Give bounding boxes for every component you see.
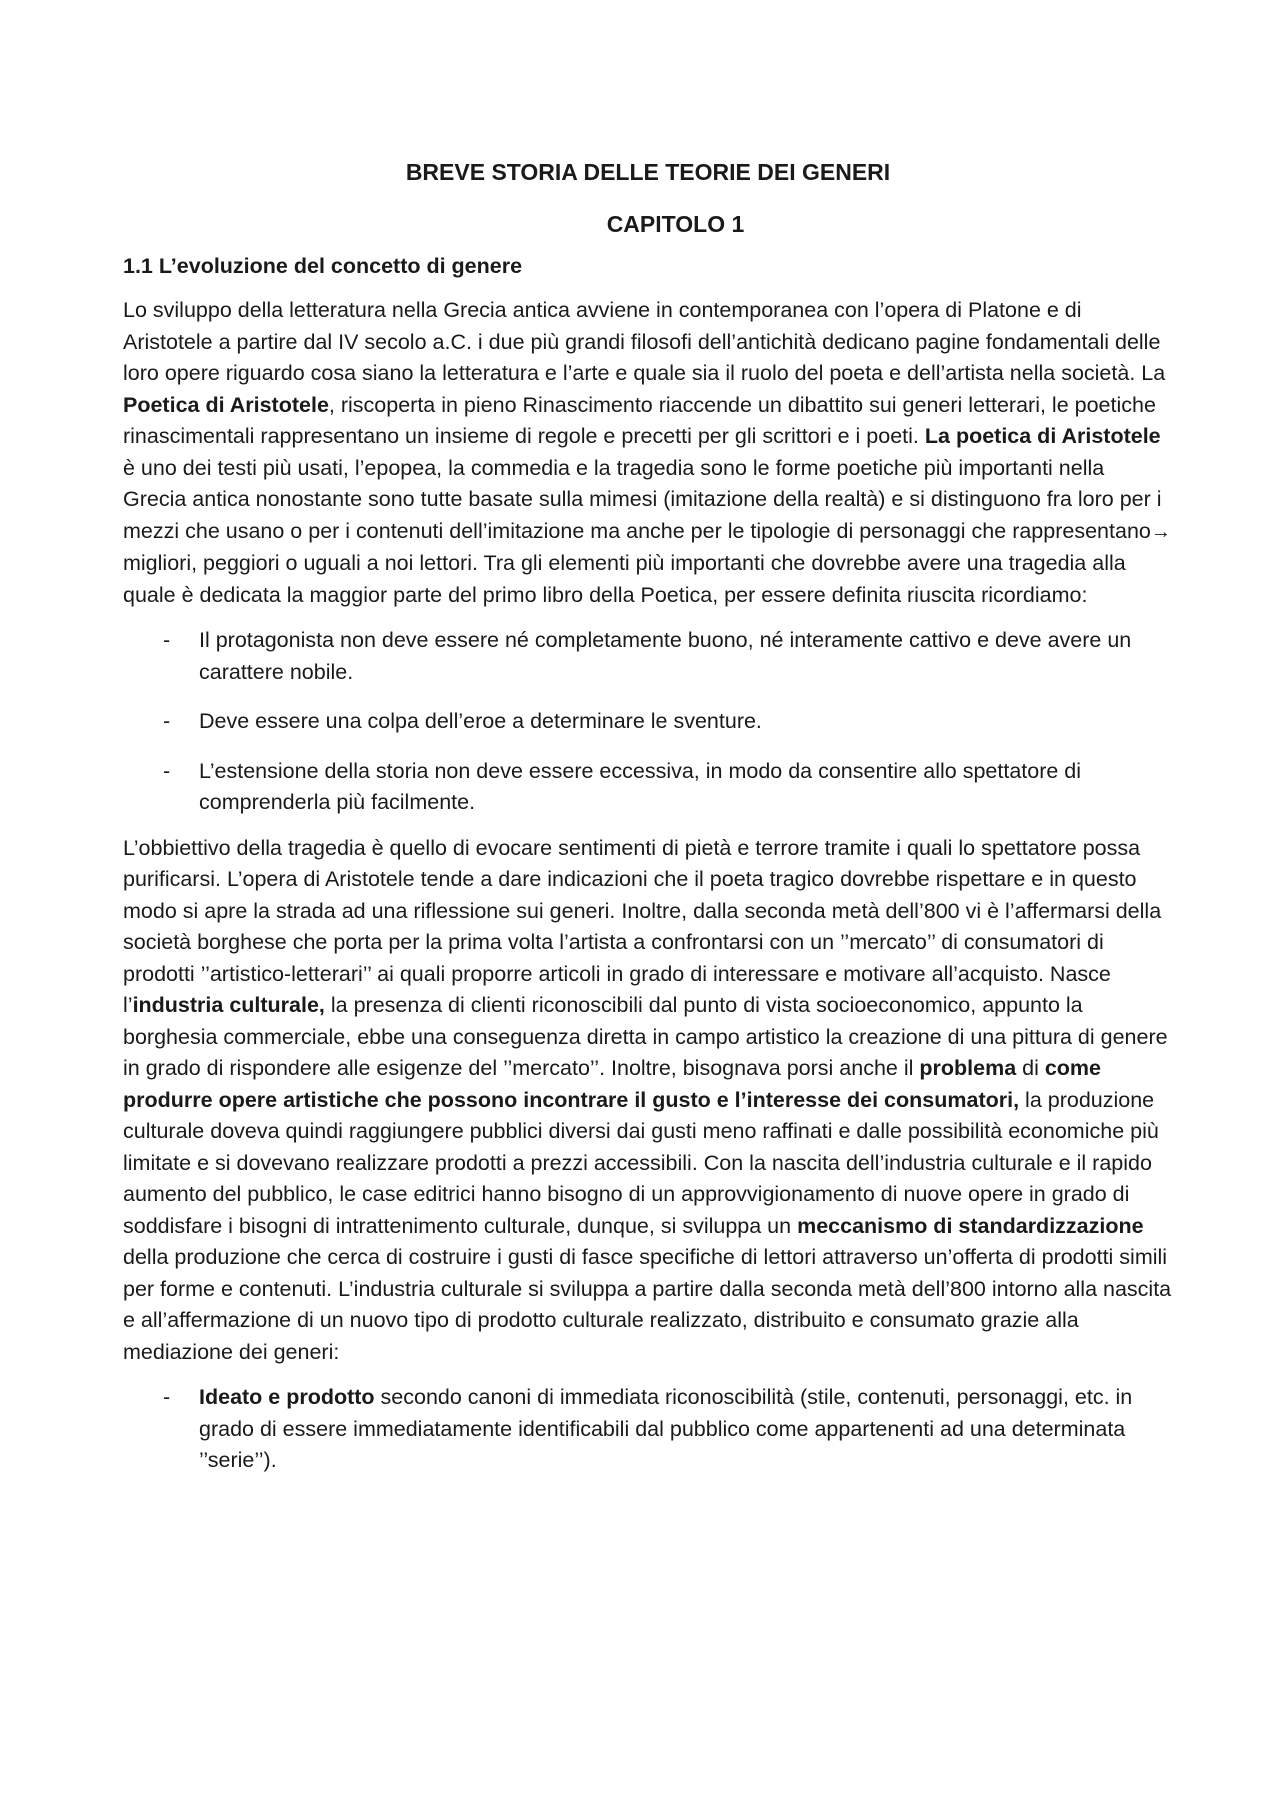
- text-run: Lo sviluppo della letteratura nella Grecia antica avviene in contemporanea con l’opera di Platone e di Aristotele a partire dal IV secolo a.C. i due più grandi filosofi dell’antichità dedicano pagine fondamentali delle loro opere riguardo cosa siano la letteratura e l’arte e quale sia il ruolo del poeta e dell’artista nella società. La: [123, 298, 1166, 385]
- text-run: la presenza di clienti riconoscibili dal punto di vista socioeconomico, appunto la borghesia commerciale, ebbe una conseguenza diretta in campo artistico la creazione di una pittura di genere in grado di rispondere alle esigenze del ’’mercato’’. Inoltre, bisognava porsi anche il: [123, 993, 1168, 1080]
- bold-run: La poetica di Aristotele: [924, 424, 1161, 448]
- text-run: di: [1016, 1056, 1045, 1080]
- paragraph-2: [123, 833, 1173, 1369]
- text-run: è uno dei testi più usati, l’epopea, la commedia e la tragedia sono le forme poetiche più importanti nella Grecia antica nonostante sono tutte basate sulla mimesi (imitazione della realtà) e si distinguono fra loro per i mezzi che usano o per i contenuti dell’imitazione ma anche per le tipologie di personaggi che rappresentano: [123, 455, 1162, 543]
- document-page: [123, 150, 1173, 1495]
- paragraph-1: [123, 295, 1173, 611]
- bold-run: problema: [919, 1056, 1017, 1080]
- arrow-right-icon: →: [1150, 520, 1171, 543]
- dash-bullet: -: [163, 758, 171, 783]
- bold-run: industria culturale,: [132, 993, 325, 1017]
- list-item-text: secondo canoni di immediata riconoscibilità (stile, contenuti, personaggi, etc. in grado di essere immediatamente identificabili dal pubblico come appartenenti ad una determinata ’’serie’’).: [199, 1385, 1133, 1472]
- list-item-text: Deve essere una colpa dell’eroe a determinare le sventure.: [199, 709, 762, 733]
- bold-run: Poetica di Aristotele: [123, 392, 329, 417]
- text-run: L’obbiettivo della tragedia è quello di evocare sentimenti di pietà e terrore tramite i quali lo spettatore possa purificarsi. L’opera di Aristotele tende a dare indicazioni che il poeta tragico dovrebbe rispettare e in questo modo si apre la strada ad una riflessione sui generi. Inoltre, dalla seconda metà dell’800 vi è l’affermarsi della società borghese che porta per la prima volta l’artista a confrontarsi con un ’’mercato’’ di consumatori di prodotti ’’artistico-letterari’’ ai quali proporre articoli in grado di interessare e motivare all’acquisto. Nasce l’: [123, 835, 1162, 1017]
- bold-run: come produrre opere artistiche che possono incontrare il gusto e l’interesse dei consumatori,: [123, 1056, 1102, 1112]
- dash-bullet: -: [163, 628, 171, 652]
- list-item-text: L’estensione della storia non deve essere eccessiva, in modo da consentire allo spettatore di comprenderla più facilmente.: [199, 758, 1082, 814]
- cultural-product-list: [123, 1382, 1173, 1477]
- dash-bullet: -: [163, 1385, 171, 1409]
- tragedy-elements-list: [123, 625, 1173, 819]
- text-run: della produzione che cerca di costruire i gusti di fasce specifiche di lettori attraverso un’offerta di prodotti simili per forme e contenuti. L’industria culturale si sviluppa a partire dalla seconda metà dell’800 intorno alla nascita e all’affermazione di un nuovo tipo di prodotto culturale realizzato, distribuito e consumato grazie alla mediazione dei generi:: [123, 1245, 1172, 1364]
- list-item: [123, 756, 1173, 819]
- list-item: [123, 1382, 1173, 1477]
- bold-run: meccanismo di standardizzazione: [797, 1213, 1144, 1238]
- list-item: [123, 706, 1173, 738]
- dash-bullet: -: [163, 709, 171, 733]
- list-item-bold: Ideato e prodotto: [199, 1385, 375, 1409]
- list-item: [123, 625, 1173, 688]
- section-heading: 1.1 L’evoluzione del concetto di genere: [123, 254, 523, 278]
- document-title: BREVE STORIA DELLE TEORIE DEI GENERI: [405, 159, 891, 185]
- text-run: migliori, peggiori o uguali a noi lettori. Tra gli elementi più importanti che dovrebbe avere una tragedia alla quale è dedicata la maggior parte del primo libro della Poetica, per essere definita riuscita ricordiamo:: [123, 551, 1126, 607]
- text-run: la produzione culturale doveva quindi raggiungere pubblici diversi dai gusti meno raffinati e dalle possibilità economiche più limitate e si dovevano realizzare prodotti a prezzi accessibili. Con la nascita dell’industria culturale e il rapido aumento del pubblico, le case editrici hanno bisogno di un approvvigionamento di nuove opere in grado di soddisfare i bisogni di intrattenimento culturale, dunque, si sviluppa un: [123, 1087, 1159, 1238]
- text-run: , riscoperta in pieno Rinascimento riaccende un dibattito sui generi letterari, le poetiche rinascimentali rappresentano un insieme di regole e precetti per gli scrittori e i poeti.: [123, 392, 1156, 448]
- list-item-text: Il protagonista non deve essere né completamente buono, né interamente cattivo e deve avere un carattere nobile.: [199, 628, 1132, 684]
- chapter-heading: CAPITOLO 1: [606, 211, 745, 237]
